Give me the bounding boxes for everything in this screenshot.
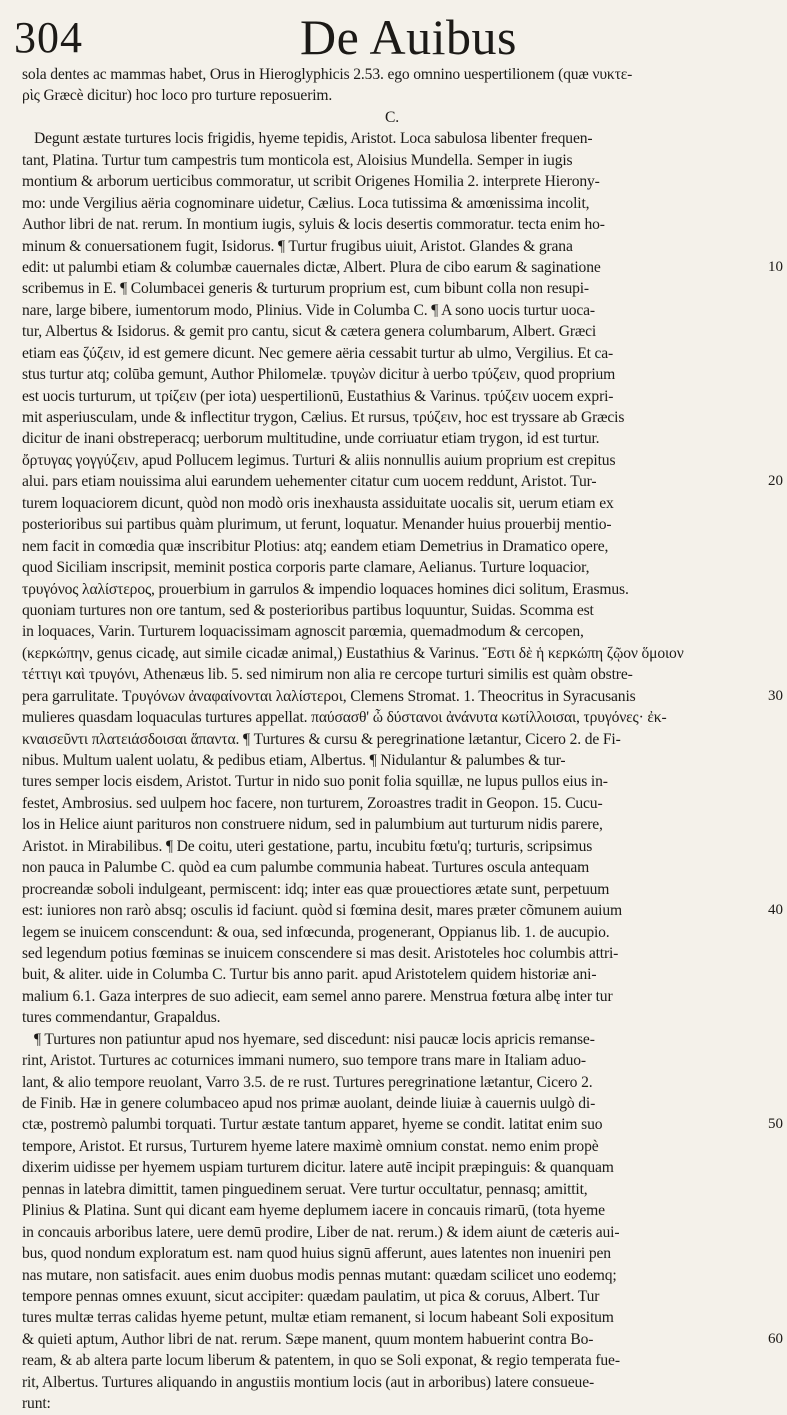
text-line: ὄρτυγας γογγύζειν, apud Pollucem legimus. Turturi & aliis nonnullis auium proprium est crepitus	[22, 451, 616, 469]
text-line: dixerim uidisse per hyemem uspiam turturem dicitur. latere autē incipit præpinguis: & quanquam	[22, 1159, 614, 1177]
text-line: quod Siciliam inscripsit, meminit postica corporis parte clamare, Aelianus. Turture loquacior,	[22, 559, 590, 577]
text-line: non pauca in Palumbe C. quòd ea cum palumbe communia habeat. Turtures oscula antequam	[22, 859, 590, 877]
text-line: buit, & aliter. uide in Columba C. Turtur bis anno parit. apud Aristotelem quidem historiæ ani-	[22, 966, 597, 984]
text-line: malium 6.1. Gaza interpres de suo adiecit, eam semel anno parere. Menstrua fœtura albę inter tur	[22, 987, 613, 1005]
text-line: Plinius & Platina. Sunt qui dicant eam hyeme deplumem iacere in concauis rimarū, (tota hyeme	[22, 1202, 605, 1220]
text-line: nas mutare, non satisfacit. aues enim duobus modis pennas mutant: quædam scilicet uno eodemq;	[22, 1266, 617, 1284]
text-line: festet, Ambrosius. sed uulpem hoc facere, non turturem, Zoroastres tradit in Geopon. 15. Cucu-	[22, 794, 603, 812]
text-line: mo: unde Vergilius aëria cognominare uidetur, Cælius. Loca tutissima & amœnissima incolit,	[22, 194, 590, 212]
text-line: quoniam turtures non ore tantum, sed & posterioribus partibus loquuntur, Suidas. Scomma est	[22, 601, 594, 619]
margin-line-number: 40	[768, 902, 783, 919]
text-line: alui. pars etiam nouissima alui earundem uehementer citatur cum uocem reddunt, Aristot. Tur-	[22, 473, 597, 491]
text-line: tempore, Aristot. Et rursus, Turturem hyeme latere maximè omnium constat. nemo enim propè	[22, 1137, 599, 1155]
text-line: tures multæ terras calidas hyeme petunt, multæ etiam remanent, si locum habeant Soli expositum	[22, 1309, 614, 1327]
text-line: tures commendantur, Grapaldus.	[22, 1009, 221, 1027]
text-line: sola dentes ac mammas habet, Orus in Hieroglyphicis 2.53. ego omnino uespertilionem (quæ νυκτε-	[22, 66, 633, 83]
text-line: montium & arborum uerticibus commoratur, ut scribit Origenes Homilia 2. interprete Hierony-	[22, 173, 600, 191]
text-block	[22, 64, 762, 1415]
text-line: tures semper locis eisdem, Aristot. Turtur in nido suo ponit folia squillæ, ne lupus pullos eius in-	[22, 773, 608, 791]
page-header	[0, 0, 787, 64]
text-line: de Finib. Hæ in genere columbaceo apud nos primæ auolant, deinde liuiæ à cauernis uulgò di-	[22, 1095, 596, 1112]
text-line: κναισεῦντι πλατειάσδοισαι ἅπαντα. ¶ Turtures & cursu & peregrinatione lætantur, Cicero 2. de Fi-	[22, 730, 621, 748]
text-line: est: iuniores non rarò absq; osculis id faciunt. quòd si fœmina desit, mares præter cõmunem auium	[22, 902, 622, 920]
text-line: pennas in latebra dimittit, tamen pinguedinem seruat. Vere turtur occultatur, pennasq; amittit,	[22, 1180, 588, 1198]
text-line: ream, & ab altera parte locum liberum & patentem, in quo se Soli exponat, & regio temperata fue-	[22, 1352, 620, 1370]
text-line: in loquaces, Varin. Turturem loquacissimam agnoscit parœmia, quemadmodum & cercopen,	[22, 623, 584, 641]
text-line: dicitur de inani obstreperacq; uerborum multitudine, unde corriuatur etiam trygon, id est turtur.	[22, 430, 600, 448]
text-line: τέττιγι καὶ τρυγόνι, Athenæus lib. 5. sed nimirum non alia re cercope turturi similis est quàm obstre-	[22, 666, 633, 684]
text-line: ρὶς Græcè dicitur) hoc loco pro turture reposuerim.	[22, 87, 333, 105]
text-line: tur, Albertus & Isidorus. & gemit pro cantu, sicut & cætera genera columbarum, Albert. Græci	[22, 323, 597, 341]
margin-line-number: 50	[768, 1116, 783, 1133]
text-line: posterioribus sui partibus quàm plurimum, ut ferunt, loquatur. Menander huius prouerbij mentio-	[22, 516, 612, 534]
section-letter: C.	[385, 108, 399, 126]
text-line: est uocis turturum, ut τρίζειν (per iota) uespertilionū, Eustathius & Varinus. τρύζειν uocem expri-	[22, 387, 614, 405]
text-line: edit: ut palumbi etiam & columbæ cauernales dictæ, Albert. Plura de cibo earum & saginatione	[22, 258, 601, 276]
text-line: nare, large bibere, iumentorum modo, Plinius. Vide in Columba C. ¶ A sono uocis turtur uoca-	[22, 301, 595, 319]
text-line: etiam eas ζύζειν, id est gemere dicunt. Nec gemere aëria cessabit turtur ab ulmo, Vergilius. Et ca-	[22, 344, 614, 362]
text-line: rit, Albertus. Turtures aliquando in angustiis montium locis (aut in arboribus) latere consueue-	[22, 1373, 595, 1391]
text-line: rint, Aristot. Turtures ac coturnices immani numero, suo tempore trans mare in Italiam aduo-	[22, 1052, 586, 1070]
text-line: ctæ, postremò palumbi torquati. Turtur æstate tantum apparet, hyeme se condit. latitat enim suo	[22, 1116, 603, 1134]
text-line: nibus. Multum ualent uolatu, & pedibus etiam, Albertus. ¶ Nidulantur & palumbes & tur-	[22, 752, 566, 769]
text-line: tant, Platina. Turtur tum campestris tum monticola est, Aloisius Mundella. Semper in iugis	[22, 151, 573, 169]
margin-line-number: 60	[768, 1330, 783, 1347]
text-line: scribemus in E. ¶ Columbacei generis & turturum proprium est, cum bibunt colla non resupi-	[22, 280, 589, 298]
text-line: τρυγόνος λαλίστερος, prouerbium in garrulos & impendio loquaces homines dici solitum, Erasmus.	[22, 580, 629, 598]
text-line: Author libri de nat. rerum. In montium iugis, syluis & locis desertis commoratur. tecta enim ho-	[22, 216, 605, 234]
text-line: los in Helice aiunt parituros non construere nidum, sed in palumbium aut turturum nidis parere,	[22, 816, 603, 834]
text-line: turem loquaciorem dicunt, quòd non modò oris inexhausta assiduitate uocalis sit, uerum etiam ex	[22, 494, 614, 512]
text-line: bus, quod nondum exploratum est. nam quod huius signū afferunt, aues latentes non inueniri pen	[22, 1245, 611, 1263]
text-line: (κερκώπην, genus cicadę, aut simile cicadæ animal,) Eustathius & Varinus. Ἔστι δὲ ἡ κερκώπη ζῷον ὅμοιον	[22, 644, 684, 662]
text-line: tempore pennas omnes exuunt, sicut accipiter: quædam paulatim, ut pica & coruus, Albert. Tur	[22, 1287, 600, 1305]
text-line: ¶ Turtures non patiuntur apud nos hyemare, sed discedunt: nisi paucæ locis apricis remanse-	[34, 1030, 595, 1048]
text-line: lant, & alio tempore reuolant, Varro 3.5. de re rust. Turtures peregrinatione lætantur, Cicero 2.	[22, 1073, 593, 1091]
text-line: procreandæ soboli indulgeant, permiscent: idq; inter eas quæ prouectiores ætate sunt, perpetuum	[22, 880, 610, 898]
text-line: runt:	[22, 1395, 51, 1413]
margin-line-number: 10	[768, 258, 783, 275]
text-line: sed legendum potius fœminas se inuicem conscendere si mas desit. Aristoteles hoc columbis attri-	[22, 944, 619, 962]
text-line: stus turtur atq; colūba gemunt, Author Philomelæ. τρυγὼν dicitur à uerbo τρύζειν, quod proprium	[22, 366, 616, 384]
margin-line-number: 20	[768, 473, 783, 490]
running-head: De Auibus	[300, 9, 517, 65]
margin-line-number: 30	[768, 687, 783, 704]
text-line: mit asperiusculam, unde & inflectitur trygon, Cælius. Et rursus, τρύζειν, hoc est tryssare ab Græcis	[22, 409, 625, 426]
text-line: & quieti aptum, Author libri de nat. rerum. Sæpe manent, quum montem habuerint contra Bo-	[22, 1330, 594, 1348]
text-line: minum & conuersationem fugit, Isidorus. ¶ Turtur frugibus uiuit, Aristot. Glandes & grana	[22, 237, 573, 255]
text-line: mulieres quasdam loquaculas turtures appellat. παύσασθ' ὦ δύστανοι ἀνάνυτα κωτίλλοισαι, τρυγόνες· ἐκ-	[22, 709, 667, 727]
page-number: 304	[14, 13, 83, 62]
text-line: legem se inuicem conscendunt: & oua, sed infœcunda, progenerant, Oppianus lib. 1. de aucupio.	[22, 923, 610, 941]
text-line: in concauis arboribus latere, uere demū prodire, Liber de nat. rerum.) & idem aiunt de cæteris aui-	[22, 1223, 620, 1241]
text-line: nem facit in comœdia quæ inscribitur Plotius: atq; eandem etiam Demetrius in Dramatico opere,	[22, 537, 609, 555]
text-line: Aristot. in Mirabilibus. ¶ De coitu, uteri gestatione, partu, incubitu fœtu'q; turturis, scripsimus	[22, 837, 593, 855]
text-line: pera garrulitate. Τρυγόνων ἀναφαίνονται λαλίστεροι, Clemens Stromat. 1. Theocritus in Syracusanis	[22, 687, 636, 705]
text-line: Degunt æstate turtures locis frigidis, hyeme tepidis, Aristot. Loca sabulosa libenter frequen-	[34, 130, 593, 148]
